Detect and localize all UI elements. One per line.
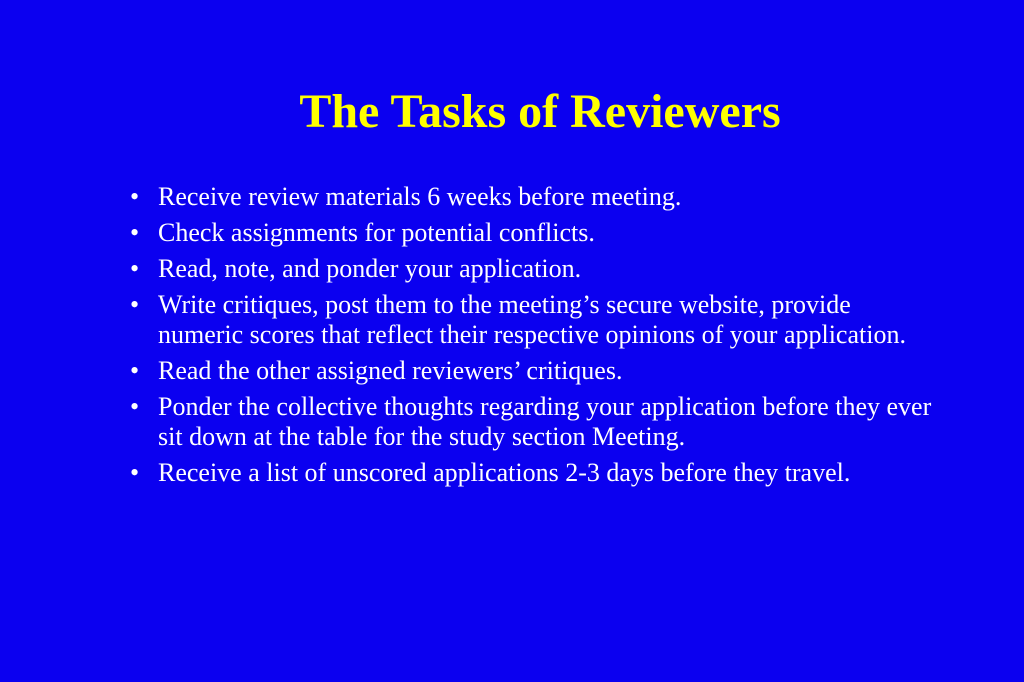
bullet-dot-icon: • <box>130 392 140 421</box>
bullet-dot-icon: • <box>130 458 140 487</box>
bullet-item <box>130 356 940 386</box>
bullet-item <box>130 290 940 350</box>
bullet-dot-icon: • <box>130 218 140 247</box>
bullet-item <box>130 254 940 284</box>
bullet-list <box>130 182 940 494</box>
bullet-dot-icon: • <box>130 182 140 211</box>
bullet-dot-icon: • <box>130 254 140 283</box>
bullet-item <box>130 392 940 452</box>
bullet-text: Ponder the collective thoughts regarding your application before they ever sit down at the table for the study section Meeting. <box>158 392 932 451</box>
slide-title: The Tasks of Reviewers <box>299 85 781 138</box>
bullet-text: Read, note, and ponder your application. <box>158 254 582 283</box>
bullet-dot-icon: • <box>130 356 140 385</box>
bullet-text: Check assignments for potential conflicts. <box>158 218 595 247</box>
bullet-item <box>130 182 940 212</box>
bullet-text: Receive a list of unscored applications 2-3 days before they travel. <box>158 458 851 487</box>
bullet-text: Read the other assigned reviewers’ critiques. <box>158 356 623 385</box>
bullet-item <box>130 458 940 488</box>
bullet-text: Write critiques, post them to the meeting’s secure website, provide numeric scores that reflect their respective opinions of your application. <box>158 290 906 349</box>
bullet-dot-icon: • <box>130 290 140 319</box>
bullet-item <box>130 218 940 248</box>
bullet-text: Receive review materials 6 weeks before meeting. <box>158 182 682 211</box>
